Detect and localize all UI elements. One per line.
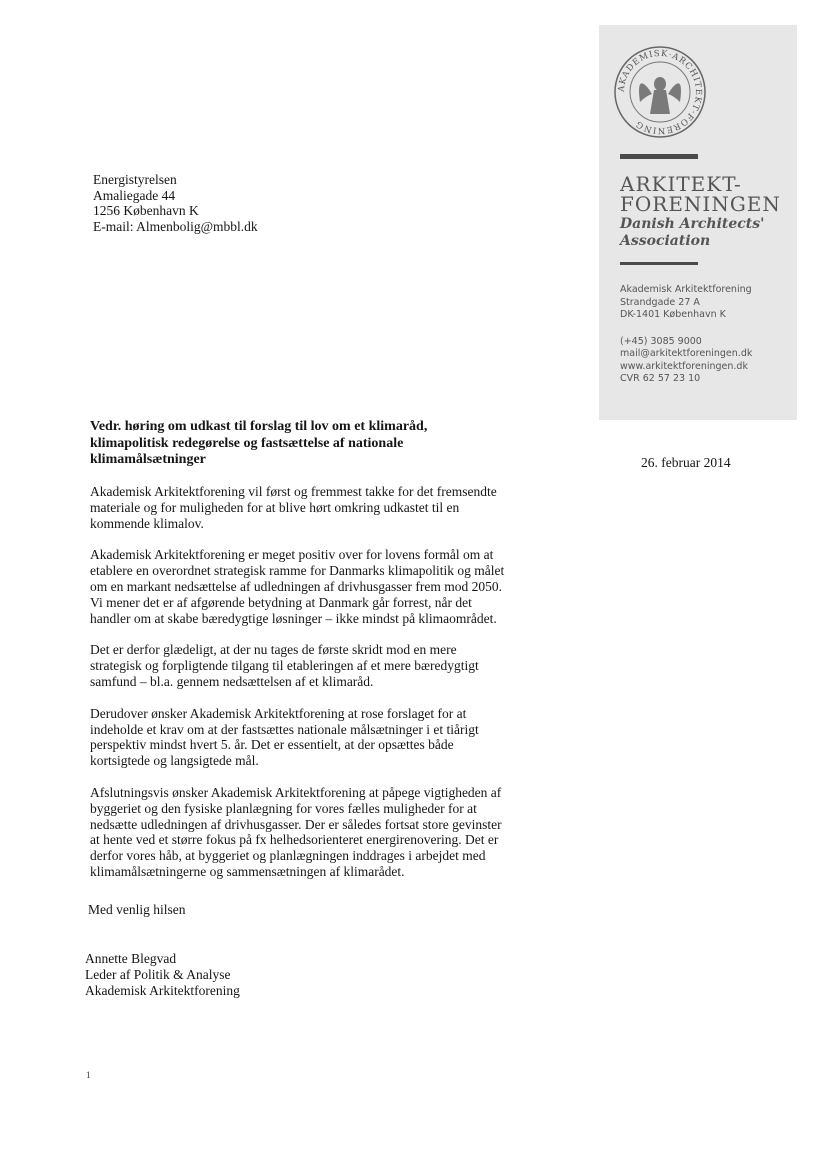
paragraph-line: Afslutningsvis ønsker Akademisk Arkitektforening at påpege vigtigheden af xyxy=(90,784,502,800)
seal-logo xyxy=(612,44,708,140)
paragraph-line: etablere en overordnet strategisk ramme for Danmarks klimapolitik og målet xyxy=(90,563,505,579)
org-street: Strandgade 27 A xyxy=(620,296,700,308)
org-phone: (+45) 3085 9000 xyxy=(620,335,702,347)
paragraph-line: indeholde et krav om at der fastsættes nationale målsætninger i et tiårigt xyxy=(90,721,479,737)
signer-organization: Akademisk Arkitektforening xyxy=(85,982,240,998)
paragraph-line: at hente ved et større fokus på fx helhedsorienteret energirenovering. Det er xyxy=(90,832,499,848)
paragraph xyxy=(90,642,560,689)
paragraph-line: handler om at skabe bæredygtige løsninger – ikke mindst på klimaområdet. xyxy=(90,610,497,626)
paragraph-line: kortsigtede og langsigtede mål. xyxy=(90,753,259,769)
org-website: www.arkitektforeningen.dk xyxy=(620,360,748,372)
org-cvr: CVR 62 57 23 10 xyxy=(620,373,701,384)
recipient-line: Energistyrelsen xyxy=(93,172,177,187)
recipient-line: Amaliegade 44 xyxy=(93,187,176,203)
letterhead-rule-top xyxy=(620,154,698,159)
signer-name: Annette Blegvad xyxy=(85,951,177,966)
paragraph-line: samfund – bl.a. gennem nedsættelsen af et klimaråd. xyxy=(90,673,374,689)
paragraph-line: Det er derfor glædeligt, at der nu tages de første skridt mod en mere xyxy=(90,642,457,658)
svg-text:AKADEMISK·ARCHITEKT·FORENING: AKADEMISK·ARCHITEKT·FORENING xyxy=(616,48,704,136)
paragraph-line: Akademisk Arkitektforening vil først og fremmest takke for det fremsendte xyxy=(90,484,497,499)
recipient-line: 1256 København K xyxy=(93,203,199,218)
subject-line: klimapolitisk redegørelse og fastsættelse af nationale xyxy=(90,435,404,451)
paragraph-line: byggeriet og den fysiske planlægning for vores fælles muligheder for at xyxy=(90,800,477,816)
paragraph-line: Vi mener det er af afgørende betydning at Danmark går forrest, når det xyxy=(90,594,472,610)
org-contact-block xyxy=(620,284,795,386)
paragraph-line: perspektiv mindst hvert 5. år. Det er essentielt, at der opsættes både xyxy=(90,737,454,753)
paragraph-line: materiale og for muligheden for at blive hørt omkring udkastet til en xyxy=(90,499,460,515)
subject-line: Vedr. høring om udkast til forslag til lov om et klimaråd, xyxy=(90,419,428,434)
paragraph-line: Derudover ønsker Akademisk Arkitektforening at rose forslaget for at xyxy=(90,705,467,721)
brand-name: ARKITEKT- FORENINGEN xyxy=(620,172,781,216)
brand-tagline: Danish Architects' Association xyxy=(620,216,765,249)
paragraph-line: nedsætte udledningen af drivhusgasser. Der er således fortsat store gevinster xyxy=(90,816,502,832)
org-name: Akademisk Arkitektforening xyxy=(620,284,752,295)
paragraph-line: kommende klimalov. xyxy=(90,515,204,531)
letter-body xyxy=(90,484,560,896)
org-email: mail@arkitektforeningen.dk xyxy=(620,348,753,359)
recipient-email: E-mail: Almenbolig@mbbl.dk xyxy=(93,218,258,234)
paragraph xyxy=(90,547,560,626)
paragraph xyxy=(90,706,560,769)
signer-title: Leder af Politik & Analyse xyxy=(85,966,231,982)
paragraph-line: om en markant nedsættelse af udledningen af drivhusgasser frem mod 2050. xyxy=(90,578,503,594)
org-city: DK-1401 København K xyxy=(620,309,726,320)
brand-block xyxy=(620,174,790,250)
recipient-address xyxy=(93,172,258,234)
letter-date: 26. februar 2014 xyxy=(641,455,731,470)
letterhead-rule-bottom xyxy=(620,262,698,265)
subject-line: klimamålsætninger xyxy=(90,452,206,467)
paragraph-line: strategisk og forpligtende tilgang til etableringen af et mere bæredygtigt xyxy=(90,658,479,674)
signature-block xyxy=(85,951,240,998)
paragraph-line: Akademisk Arkitektforening er meget positiv over for lovens formål om at xyxy=(90,547,494,563)
paragraph-line: derfor vores håb, at byggeriet og planlægningen inddrages i arbejdet med xyxy=(90,848,486,864)
paragraph xyxy=(90,785,560,880)
page-number: 1 xyxy=(86,1070,91,1080)
paragraph-line: klimamålsætningerne og sammensætningen af klimarådet. xyxy=(90,863,405,879)
paragraph xyxy=(90,484,560,531)
closing-greeting: Med venlig hilsen xyxy=(88,902,186,917)
letter-subject xyxy=(90,419,510,469)
